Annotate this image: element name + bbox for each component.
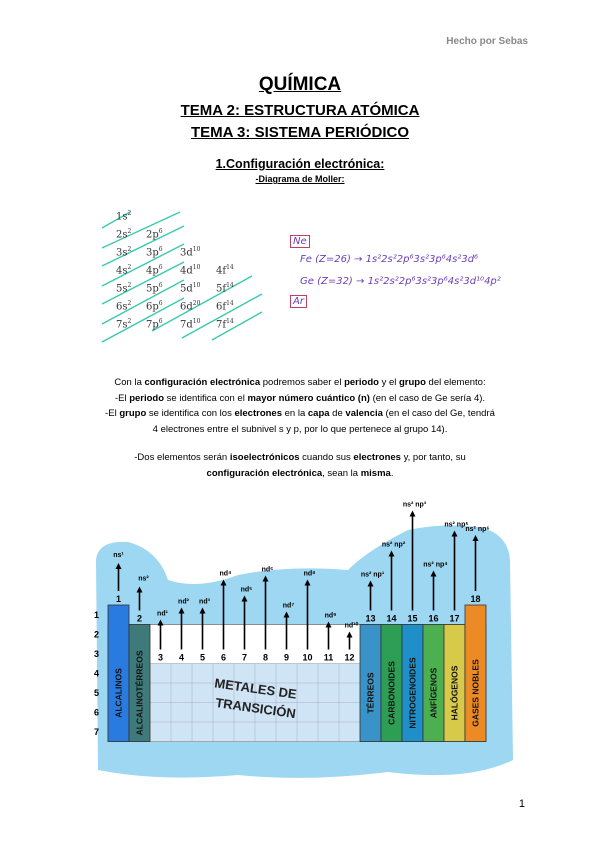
orbital-label: nd¹⁰ <box>344 622 359 630</box>
group-number: 1 <box>115 594 122 604</box>
family-label: GASES NOBLES <box>470 659 481 727</box>
p1-line-1: Con la configuración electrónica podremos saber el periodo y el grupo del elemento: <box>114 377 486 388</box>
family-label: HALÓGENOS <box>449 665 460 721</box>
orbital-label: nd⁸ <box>303 570 316 578</box>
group-number: 12 <box>344 652 355 663</box>
p1-line-2: -El periodo se identifica con el mayor número cuántico (n) (en el caso de Ge sería 4). <box>114 392 486 404</box>
family-label: TÉRREOS <box>365 672 376 714</box>
section-title: 1.Configuración electrónica: <box>215 157 385 171</box>
family-label: ANFÍGENOS <box>428 667 439 719</box>
orbital-label: nd³ <box>199 598 210 606</box>
group-number: 18 <box>470 594 481 604</box>
orbital-label: nd¹ <box>157 610 168 618</box>
moller-orbital: $5s^2$ <box>116 282 132 295</box>
orbital-label: ns¹ <box>113 552 124 559</box>
p1-line-4: 4 electrones entre el subnivel s y p, por lo que pertenece al grupo 14). <box>152 423 448 435</box>
orbital-label: nd² <box>178 598 189 606</box>
moller-orbital: $4f^{14}$ <box>216 264 234 277</box>
moller-orbital: $7s^2$ <box>116 318 132 331</box>
p1-line-3: -El grupo se identifica con los electrones en la capa de valencia (en el caso del Ge, tendrá <box>105 408 495 419</box>
orbital-label: ns² np² <box>381 541 406 549</box>
transition-label-line-1: METALES DE <box>213 675 298 702</box>
p2-line-1: -Dos elementos serán isoelectrónicos cuando sus electrones y, por tanto, su <box>134 452 466 463</box>
period-number: 4 <box>94 668 100 679</box>
section-subtitle: -Diagrama de Moller: <box>255 174 345 184</box>
moller-orbital: $6f^{14}$ <box>216 300 234 313</box>
group-number: 11 <box>323 652 334 663</box>
moller-orbital: $6d^{20}$ <box>180 300 201 313</box>
orbital-label: ns² np⁴ <box>423 561 448 569</box>
orbital-label: ns² np⁵ <box>444 521 469 529</box>
moller-orbital: $7f^{14}$ <box>216 318 234 331</box>
period-number: 2 <box>94 629 100 640</box>
moller-orbital: $3d^{10}$ <box>180 246 201 259</box>
orbital-label: nd⁷ <box>282 602 295 610</box>
subtitle-tema-2: TEMA 2: ESTRUCTURA ATÓMICA <box>180 102 420 119</box>
orbital-label: nd⁹ <box>324 612 337 620</box>
family-label: ALCALINOS <box>113 668 124 718</box>
author-note: Hecho por Sebas <box>446 36 528 47</box>
group-number: 14 <box>386 613 397 624</box>
handwritten-ge-config: Ge (Z=32) → 1s²2s²2p⁶3s²3p⁶4s²3d¹⁰4p² <box>300 276 501 287</box>
orbital-label: nd⁵ <box>240 586 253 594</box>
orbital-label: ns² np⁶ <box>465 526 490 533</box>
moller-orbital: $7p^6$ <box>146 318 163 331</box>
page-title: QUÍMICA <box>258 74 342 95</box>
group-number: 3 <box>157 652 164 663</box>
handwritten-label-ar: Ar <box>290 296 307 307</box>
page-number: 1 <box>518 798 525 810</box>
group-number: 4 <box>178 652 185 663</box>
orbital-label: ns² np¹ <box>360 571 385 579</box>
group-number: 9 <box>283 652 290 663</box>
group-number: 10 <box>302 652 313 663</box>
moller-orbital: $3p^6$ <box>146 246 163 259</box>
moller-orbital: $4d^{10}$ <box>180 264 201 277</box>
family-label: ALCALINOTÉRREOS <box>134 650 145 736</box>
p2-line-2: configuración electrónica, sean la misma. <box>206 467 394 479</box>
orbital-label: nd⁴ <box>219 570 232 578</box>
moller-orbital: $7d^{10}$ <box>180 318 201 331</box>
periodic-table-diagram <box>88 501 516 788</box>
group-number: 6 <box>220 652 227 663</box>
paragraph-periodo-grupo <box>40 375 560 437</box>
moller-orbital: $1s^2$ <box>116 210 132 223</box>
group-number: 8 <box>262 652 269 663</box>
subtitle-tema-3: TEMA 3: SISTEMA PERIÓDICO <box>190 124 410 141</box>
family-label: CARBONOIDES <box>386 661 397 725</box>
moller-diagram <box>92 196 272 346</box>
orbital-label: ns² np³ <box>402 501 427 509</box>
period-number: 6 <box>94 707 100 718</box>
moller-orbital: $5p^6$ <box>146 282 163 295</box>
moller-orbital: $5d^{10}$ <box>180 282 201 295</box>
transition-label-line-2: TRANSICIÓN <box>214 694 297 722</box>
family-label: NITROGENOIDES <box>407 657 418 729</box>
group-number: 15 <box>407 613 418 624</box>
group-number: 2 <box>136 613 143 624</box>
orbital-label: nd⁶ <box>261 566 274 574</box>
moller-orbital: $5f^{14}$ <box>216 282 234 295</box>
orbital-label: ns² <box>138 575 149 583</box>
moller-orbital: $4s^2$ <box>116 264 132 277</box>
moller-orbital: $4p^6$ <box>146 264 163 277</box>
period-number: 1 <box>94 610 100 620</box>
moller-orbital: $6p^6$ <box>146 300 163 313</box>
moller-orbital: $2s^2$ <box>116 228 132 241</box>
group-number: 13 <box>365 613 376 624</box>
group-number: 7 <box>241 652 248 663</box>
paragraph-isoelectronicos <box>40 450 560 481</box>
period-number: 5 <box>94 688 100 698</box>
group-number: 17 <box>449 613 460 624</box>
moller-orbital: $6s^2$ <box>116 300 132 313</box>
group-number: 5 <box>199 652 206 663</box>
period-number: 3 <box>94 649 100 659</box>
group-number: 16 <box>428 613 439 624</box>
moller-orbital: $2p^6$ <box>146 228 163 241</box>
moller-orbital: $3s^2$ <box>116 246 132 259</box>
period-number: 7 <box>94 727 100 737</box>
handwritten-fe-config: Fe (Z=26) → 1s²2s²2p⁶3s²3p⁶4s²3d⁶ <box>300 254 479 265</box>
electron-arrowhead <box>410 511 416 517</box>
handwritten-label-ne: Ne <box>290 236 310 247</box>
